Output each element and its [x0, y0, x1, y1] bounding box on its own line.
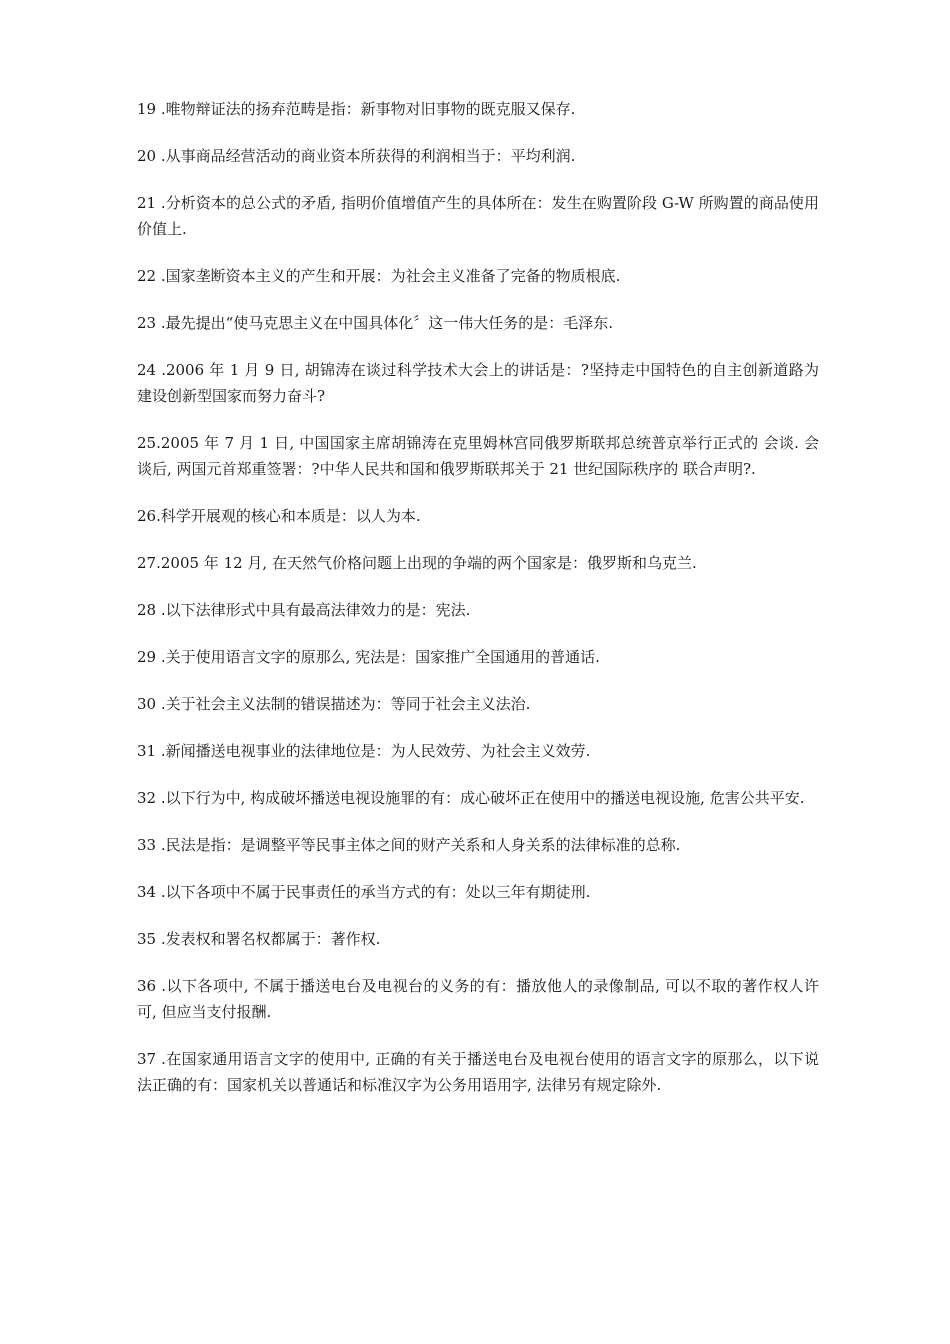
question-37: 37 .在国家通用语言文字的使用中, 正确的有关于播送电台及电视台使用的语言文字的原那么，以下说法正确的有：国家机关以普通话和标准汉字为公务用语用字, 法律另有规定除外.: [137, 1050, 819, 1094]
question-36: 36 .以下各项中, 不属于播送电台及电视台的义务的有：播放他人的录像制品, 可以不取的著作权人许可, 但应当支付报酬.: [137, 977, 819, 1021]
question-26: 26.科学开展观的核心和本质是：以人为本.: [137, 507, 421, 525]
question-22: 22 .国家垄断资本主义的产生和开展：为社会主义准备了完备的物质根底.: [137, 267, 621, 285]
question-32: 32 .以下行为中, 构成破坏播送电视设施罪的有：成心破坏正在使用中的播送电视设施, 危害公共平安.: [137, 789, 805, 807]
question-31: 31 .新闻播送电视事业的法律地位是：为人民效劳、为社会主义效劳.: [137, 742, 591, 760]
question-25: 25.2005 年 7 月 1 日, 中国国家主席胡锦涛在克里姆林宫同俄罗斯联邦总统普京举行正式的 会谈. 会谈后, 两国元首郑重签署：?中华人民共和国和俄罗斯联邦关于 21 世纪国际秩序的 联合声明?.: [137, 434, 819, 478]
question-29: 29 .关于使用语言文字的原那么, 宪法是：国家推广全国通用的普通话.: [137, 648, 600, 666]
question-30: 30 .关于社会主义法制的错误描述为：等同于社会主义法治.: [137, 695, 531, 713]
question-28: 28 .以下法律形式中具有最高法律效力的是：宪法.: [137, 601, 471, 619]
question-35: 35 .发表权和署名权都属于：著作权.: [137, 930, 381, 948]
document-body: [137, 96, 819, 1119]
question-33: 33 .民法是指：是调整平等民事主体之间的财产关系和人身关系的法律标准的总称.: [137, 836, 681, 854]
question-20: 20 .从事商品经营活动的商业资本所获得的利润相当于：平均利润.: [137, 147, 576, 165]
question-23: 23 .最先提出“使马克思主义在中国具体化〞这一伟大任务的是：毛泽东.: [137, 314, 614, 332]
question-34: 34 .以下各项中不属于民事责任的承当方式的有：处以三年有期徒刑.: [137, 883, 591, 901]
question-24: 24 .2006 年 1 月 9 日, 胡锦涛在谈过科学技术大会上的讲话是：?坚持走中国特色的自主创新道路为建设创新型国家而努力奋斗?: [137, 361, 819, 405]
question-27: 27.2005 年 12 月, 在天然气价格问题上出现的争端的两个国家是：俄罗斯和乌克兰.: [137, 554, 697, 572]
question-21: 21 .分析资本的总公式的矛盾, 指明价值增值产生的具体所在：发生在购置阶段 G-W 所购置的商品使用价值上.: [137, 194, 819, 238]
question-19: 19 .唯物辩证法的扬弃范畴是指：新事物对旧事物的既克服又保存.: [137, 100, 576, 118]
